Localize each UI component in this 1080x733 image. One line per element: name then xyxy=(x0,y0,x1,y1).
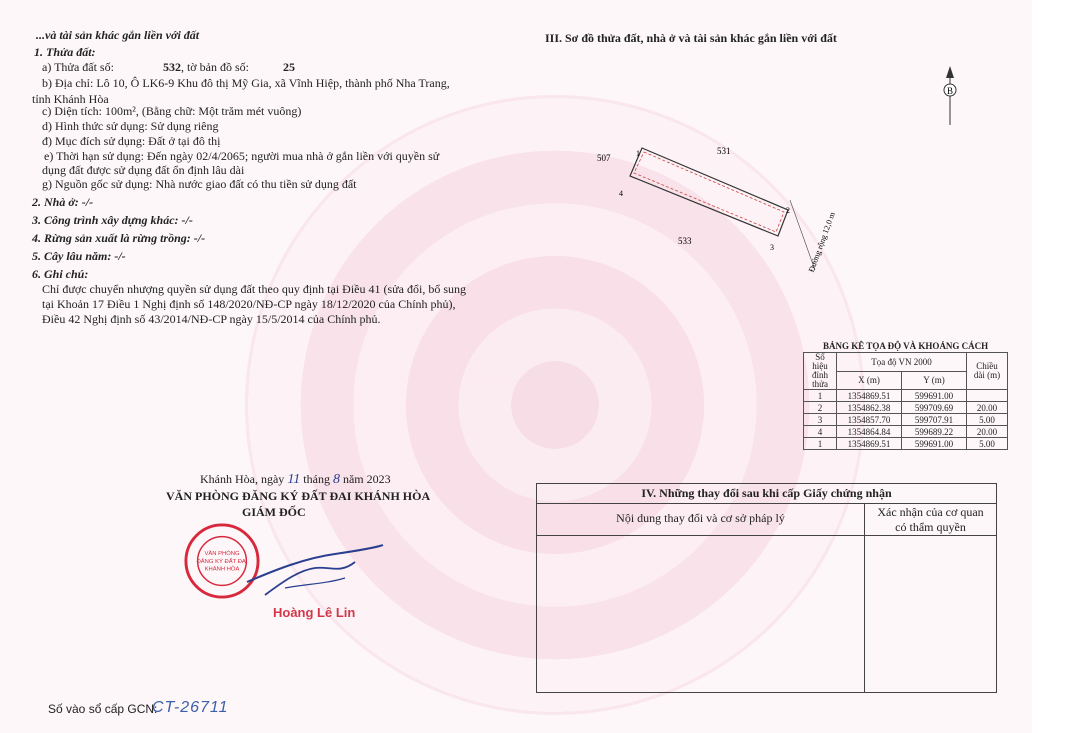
sign-date: Khánh Hòa, ngày 11 tháng 8 năm 2023 xyxy=(200,472,391,487)
parcel-hatch xyxy=(634,152,784,232)
changes-title: IV. Những thay đổi sau khi cấp Giấy chứng nhận xyxy=(537,484,996,504)
road-label: Đường rộng 12,0 m xyxy=(806,210,837,274)
usage-purpose: đ) Mục đích sử dụng: Đất ở tại đô thị xyxy=(42,134,221,148)
note-line-3: Điều 42 Nghị định số 43/2014/NĐ-CP ngày 15/5/2014 của Chính phủ. xyxy=(42,312,381,326)
area: c) Diện tích: 100m², (Bằng chữ: Một trăm mét vuông) xyxy=(42,104,302,118)
col-y: Y (m) xyxy=(902,371,967,390)
vertex-1: 1 xyxy=(636,149,640,158)
page-edge xyxy=(1032,0,1080,733)
table-row: 1 1354869.51 599691.00 5.00 xyxy=(804,438,1008,450)
note-line-1: Chỉ được chuyển nhượng quyền sử dụng đất theo quy định tại Điều 41 (sửa đổi, bổ sung xyxy=(42,282,466,296)
sign-month: 8 xyxy=(332,472,340,487)
parcel-diagram xyxy=(590,60,970,290)
diagram-title: III. Sơ đồ thửa đất, nhà ở và tài sản khác gắn liền với đất xyxy=(545,31,837,45)
col-x: X (m) xyxy=(837,371,902,390)
table-row: 2 1354862.38 599709.69 20.00 xyxy=(804,402,1008,414)
gcn-value: CT-26711 xyxy=(152,699,229,716)
address-line-2: tỉnh Khánh Hòa xyxy=(32,92,109,106)
address-line-1: b) Địa chỉ: Lô 10, Ô LK6-9 Khu đô thị Mỹ Gia, xã Vĩnh Hiệp, thành phố Nha Trang, xyxy=(42,76,450,90)
section-1-title: 1. Thửa đất: xyxy=(34,45,96,59)
north-label: B xyxy=(947,86,954,96)
changes-col-authority: Xác nhận của cơ quan có thẩm quyền xyxy=(877,505,984,534)
svg-text:VĂN PHÒNG: VĂN PHÒNG xyxy=(204,551,240,558)
neighbor-533: 533 xyxy=(678,236,692,246)
sign-day: 11 xyxy=(287,472,301,487)
sign-office: VĂN PHÒNG ĐĂNG KÝ ĐẤT ĐAI KHÁNH HÒA xyxy=(166,489,431,503)
svg-text:ĐĂNG KÝ ĐẤT ĐAI: ĐĂNG KÝ ĐẤT ĐAI xyxy=(196,558,248,565)
note-line-2: tại Khoản 17 Điều 1 Nghị định số 148/2020/NĐ-CP ngày 18/12/2020 của Chính phủ), xyxy=(42,297,456,311)
col-point: Số hiệu đỉnh thửa xyxy=(804,353,837,390)
section-2: 2. Nhà ở: -/- xyxy=(32,195,94,209)
col-system: Tọa độ VN 2000 xyxy=(837,353,967,372)
signer-name: Hoàng Lê Lin xyxy=(273,605,356,620)
table-row: 4 1354864.84 599689.22 20.00 xyxy=(804,426,1008,438)
sign-role: GIÁM ĐỐC xyxy=(242,505,306,519)
section-4: 4. Rừng sản xuất là rừng trồng: -/- xyxy=(32,231,206,245)
coordinate-table xyxy=(803,352,1008,450)
map-sheet-label: , tờ bản đồ số: xyxy=(180,60,249,74)
vertex-2: 2 xyxy=(786,206,790,215)
parcel-line: a) Thửa đất số: 532, tờ bản đồ số: 25 xyxy=(42,60,295,74)
section-3: 3. Công trình xây dựng khác: -/- xyxy=(32,213,193,227)
origin: g) Nguồn gốc sử dụng: Nhà nước giao đất có thu tiền sử dụng đất xyxy=(42,177,357,191)
header-partial: ...và tài sản khác gắn liền với đất xyxy=(36,28,200,42)
changes-box xyxy=(536,483,997,693)
table-row: 1 1354869.51 599691.00 xyxy=(804,390,1008,402)
section-6-title: 6. Ghi chú: xyxy=(32,267,89,281)
vertex-4: 4 xyxy=(619,189,623,198)
signature-scribble xyxy=(245,540,385,600)
changes-col-content: Nội dung thay đổi và cơ sở pháp lý xyxy=(616,511,785,525)
col-length: Chiều dài (m) xyxy=(967,353,1008,390)
north-arrow-icon xyxy=(946,66,954,78)
vertex-3: 3 xyxy=(770,243,774,252)
coord-table-title: BẢNG KÊ TỌA ĐỘ VÀ KHOẢNG CÁCH xyxy=(823,341,989,351)
neighbor-531: 531 xyxy=(717,146,731,156)
parcel-outline xyxy=(630,148,788,236)
usage-term-2: dụng đất được sử dụng đất ổn định lâu dài xyxy=(42,163,245,177)
map-sheet-number: 25 xyxy=(282,60,295,74)
usage-term-1: e) Thời hạn sử dụng: Đến ngày 02/4/2065; người mua nhà ở gắn liền với quyền sử xyxy=(44,149,440,163)
gcn-label: Số vào sổ cấp GCN: xyxy=(48,702,158,716)
section-5: 5. Cây lâu năm: -/- xyxy=(32,249,126,263)
usage-form: d) Hình thức sử dụng: Sử dụng riêng xyxy=(42,119,219,133)
table-row: 3 1354857.70 599707.91 5.00 xyxy=(804,414,1008,426)
parcel-number: 532 xyxy=(162,60,181,74)
changes-row-divider xyxy=(537,535,996,536)
svg-text:KHÁNH HÒA: KHÁNH HÒA xyxy=(204,566,240,573)
neighbor-507: 507 xyxy=(597,153,611,163)
